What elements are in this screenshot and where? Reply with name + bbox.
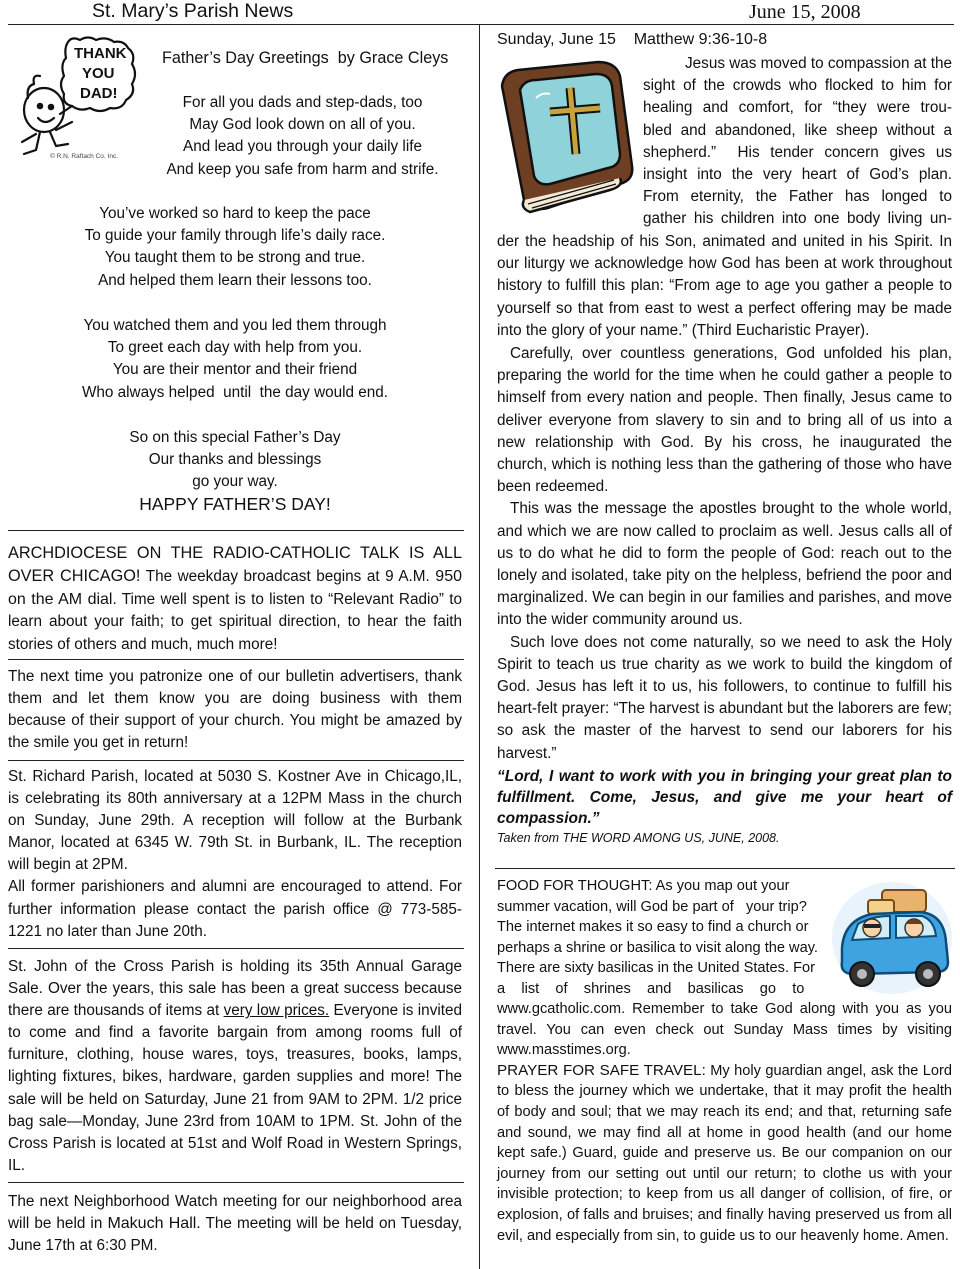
poem-stanza-3 [60, 315, 410, 404]
garage-sale-text-2: Everyone is invited to come and find a favorite bargain from among rooms full of furniture, clothing, house wares, toys, treasures, books, lamps, lighting fixtures, bikes, hardware, garden supplies and more! The sale will be held on Saturday, June 21 from 9AM to 2PM. 1/2 price bag sale—Monday, June 23rd from 10AM to 1PM. St. John of the Cross Parish is located at 51st and Wolf Road in Western Springs, IL. [8, 1002, 463, 1174]
garage-sale-underlined: very low prices. [223, 1002, 330, 1020]
food-lead: FOOD FOR THOUGHT: [497, 878, 653, 894]
poem-line: May God look down on all of you. [189, 116, 416, 134]
gospel-wrap-line: Jesus was moved to compassion at the [685, 55, 952, 72]
poem-line: To greet each day with help from you. [107, 339, 363, 357]
gospel-paragraph-1-rest: der the headship of his Son, animated and united in his Spirit. In our liturgy we acknowledge how God has been at work throughout history to fulfill this plan: “From age to age you gather a people to yourself so that from east to west a perfect offering may be made into the glory of your name.” (Third Eucharistic Prayer). [497, 233, 952, 339]
garage-sale-announcement [8, 956, 462, 1177]
cartoon-text-line-1: THANK [74, 45, 127, 62]
section-rule [495, 868, 955, 869]
watch-text-2: The meeting will be held on Tuesday, June 17th at 6:30 PM. [8, 1215, 462, 1255]
poem-line: Who always helped until the day would end. [81, 383, 389, 401]
gospel-wrap-line: gather his children into one body living un- [643, 210, 952, 228]
section-rule [8, 760, 464, 761]
food-for-thought-wrap [497, 876, 825, 1000]
poem-line: And helped them learn their lessons too. [98, 271, 372, 289]
section-rule [8, 659, 464, 660]
poem-line: You’ve worked so hard to keep the pace [99, 205, 371, 222]
gospel-prayer: “Lord, I want to work with you in bringing your great plan to fulfillment. Come, Jesus, and give me your heart of compassion.” [497, 767, 952, 827]
food-wrap-line: a list of shrines and basilicas go to [497, 980, 805, 997]
gospel-wrap-line: healing and comfort, for “they were trou- [643, 99, 952, 117]
section-rule [8, 530, 464, 531]
gospel-wrap-line: sight of the crowds who flocked to him for [643, 77, 952, 95]
food-rest: www.gcatholic.com. Remember to take God along with you as you travel. You can even check out Sunday Mass times by visiting www.masstimes.org. [497, 1001, 952, 1059]
advertisers-note: The next time you patronize one of our bulletin advertisers, thank them and let them know you are doing business with them because of their support of your church. You might be amazed by the smile you get in return! [8, 668, 462, 752]
gospel-paragraph-2: Carefully, over countless generations, God unfolded his plan, preparing the world for the time when he could gather a people to himself from every nation and people. Then finally, Jesus came to deliver everyone from slavery to sin and to bring all of us into a new relationship with God. By his cross, he inaugurated the church, which is nothing less than the gathering of those who have been redeemed. [497, 345, 952, 496]
cartoon-text-line-3: DAD! [80, 85, 118, 102]
gospel-body [497, 231, 952, 847]
radio-text-2: . Time well spent is to listen to “Relevant Radio” to learn about your faith; to get spiritual direction, to hear the faith stories of others and much, much more! [8, 590, 462, 653]
gospel-wrap-line: bled and abandoned, like sheep without a [643, 121, 952, 139]
safe-travel-text: My holy guardian angel, ask the Lord to bless the journey which we undertake, that it may profit the health of body and soul; that we may reach its end; and that, returning safe and sound, we may find all at home in good health (and our home kept safe.) Guard, guide and preserve us. Be our companion on our journey from our setting out until our return; to clothe us with your invisible protection; to keep from us all danger of collision, of fire, or explosion, of falls and bruises; and finally having preserved us from all evil, and especially from sin, to guide us to our heavenly home. Amen. [497, 1062, 952, 1244]
gospel-wrap-line: shepherd.” His tender concern gives us [643, 143, 952, 161]
newsletter-title: St. Mary’s Parish News [92, 0, 294, 22]
gospel-wrap-lines [643, 53, 952, 231]
poem-line: And lead you through your daily life [183, 138, 422, 156]
gospel-paragraph-3: This was the message the apostles brought to the whole world, and which we are now called to proclaim as well. Jesus calls all of us to do what he did to form the people of God: reach out to the lonely and isolated, take pity on the helpless, befriend the poor and marginalized. We can begin in our families and parishes, and move into the wider community around us. [497, 500, 952, 629]
poem-line: You taught them to be strong and true. [104, 249, 366, 267]
family-car-travel-icon [828, 876, 955, 998]
poem-line: Our thanks and blessings [148, 451, 322, 469]
gospel-source: Taken from THE WORD AMONG US, JUNE, 2008. [497, 830, 780, 845]
section-rule [8, 948, 464, 949]
watch-hall: Makuch Hall. [107, 1215, 201, 1233]
radio-text-1: The weekday broadcast begins at 9 A.M. [140, 568, 430, 586]
neighborhood-watch-announcement [8, 1191, 462, 1257]
st-richard-announcement [8, 766, 462, 943]
cartoon-text-line-2: YOU [82, 65, 115, 82]
radio-lead: ARCHDIOCESE ON THE RADIO-CATHOLIC TALK IS ALL OVER CHICAGO! [8, 544, 462, 586]
poem-stanza-4 [60, 427, 410, 494]
column-divider [479, 24, 480, 1269]
st-richard-text-2: All former parishioners and alumni are encouraged to attend. For further information please contact the parish office @ 773-585-1221 no later than June 20th. [8, 878, 462, 940]
poem-line: To guide your family through life’s daily race. [84, 227, 386, 245]
food-wrap-line: The internet makes it so easy to find a church or [497, 919, 809, 936]
happy-fathers-day: HAPPY FATHER’S DAY! [139, 494, 331, 514]
radio-dial: 950 on the AM dial [8, 568, 462, 608]
issue-date: June 15, 2008 [749, 1, 861, 23]
radio-announcement [8, 542, 462, 656]
food-for-thought-rest [497, 999, 952, 1246]
poem-line: And keep you safe from harm and strife. [166, 160, 439, 178]
st-richard-text-1: St. Richard Parish, located at 5030 S. Kostner Ave in Chicago,IL, is celebrating its 80th anniversary at a 12PM Mass in the church on Sunday, June 29th. A reception will follow at the Burbank Manor, located at 6345 W. 79th St. in Burbank, IL. The reception will begin at 2PM. [8, 768, 462, 874]
section-rule [8, 1182, 464, 1183]
poem-stanza-2 [60, 203, 410, 292]
food-wrap-line: perhaps a shrine or basilica to visit along the way. [497, 939, 818, 956]
food-wrap-line: summer vacation, will God be part of your trip? [497, 898, 807, 915]
food-wrap-line [497, 876, 825, 897]
poem-line: go your way. [192, 473, 278, 491]
gospel-wrap-line: From eternity, the Father has longed to [643, 188, 952, 206]
safe-travel-lead: PRAYER FOR SAFE TRAVEL: [497, 1061, 706, 1079]
poem-line: So on this special Father’s Day [129, 429, 341, 446]
gospel-wrap-line: insight into the very heart of God’s plan. [643, 166, 952, 184]
food-wrap-line: There are sixty basilicas in the United States. For [497, 960, 815, 977]
food-wrap-line-1: As you map out your [652, 878, 790, 894]
gospel-paragraph-4: Such love does not come naturally, so we need to ask the Holy Spirit to teach us true charity as we work to build the kingdom of God. Jesus has left it to us, his followers, to continue to fulfill his heart-felt prayer: “The harvest is abundant but the laborers are few; so ask the master of the harvest to send our laborers for his harvest.” [497, 633, 952, 762]
poem-stanza-1 [130, 92, 475, 181]
poem-line: For all you dads and step-dads, too [182, 94, 423, 111]
gospel-heading: Sunday, June 15 Matthew 9:36-10-8 [497, 31, 768, 48]
garage-sale-text-1: St. John of the Cross Parish is holding its 35th Annual Garage Sale. Over the years, this sale has been a great success because there are thousands of items at [8, 958, 462, 1020]
safe-travel-prayer [497, 1061, 952, 1246]
watch-text-1: The next Neighborhood Watch meeting for our neighborhood area will be held in [8, 1193, 462, 1233]
cartoon-credit: © R.N. Raftach Co. Inc. [50, 153, 119, 160]
poem-line: You watched them and you led them through [83, 317, 387, 334]
header-rule [8, 24, 954, 25]
bible-icon [492, 58, 638, 218]
fathers-day-heading: Father’s Day Greetings by Grace Cleys [162, 49, 449, 67]
poem-line: You are their mentor and their friend [112, 361, 358, 379]
